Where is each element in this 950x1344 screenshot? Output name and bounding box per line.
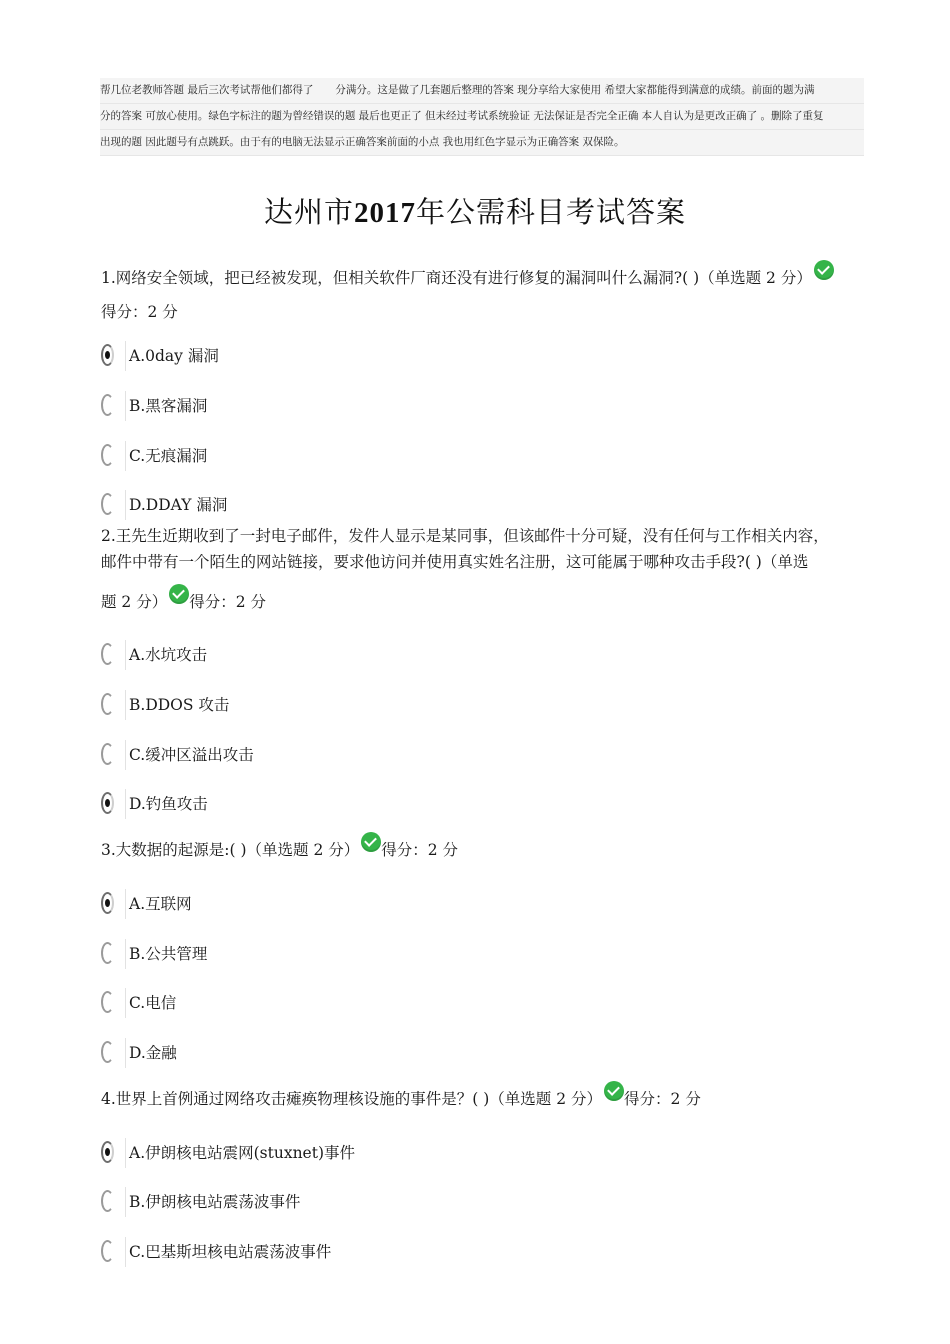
- radio-icon[interactable]: [101, 444, 114, 466]
- question-4-score: 得分：2 分: [624, 1090, 701, 1108]
- radio-icon[interactable]: [101, 693, 114, 715]
- radio-icon[interactable]: [101, 743, 114, 765]
- check-icon: [604, 1081, 624, 1101]
- question-1-stem: 1.网络安全领域，把已经被发现，但相关软件厂商还没有进行修复的漏洞叫什么漏洞?( )（单选题 2 分）: [101, 269, 812, 287]
- radio-icon[interactable]: [101, 1240, 114, 1262]
- question-2-text-line1: 2.王先生近期收到了一封电子邮件，发件人显示是某同事，但该邮件十分可疑，没有任何与工作相关内容，: [101, 527, 829, 545]
- title-prefix: 达州市: [263, 195, 354, 229]
- radio-checked-icon[interactable]: [101, 892, 114, 914]
- option-label: B.公共管理: [129, 945, 208, 963]
- question-1-text: [101, 260, 863, 295]
- check-icon: [169, 584, 189, 604]
- notice-line-1b: 分满分。这是做了几套题后整理的答案 现分享给大家使用 希望大家都能得到满意的成绩。前面的题为满: [335, 84, 815, 96]
- notice-line-1: [100, 78, 864, 104]
- option-label: C.电信: [129, 994, 177, 1012]
- radio-icon[interactable]: [101, 991, 114, 1013]
- option-label: D.钓鱼攻击: [129, 795, 208, 813]
- radio-checked-icon[interactable]: [101, 792, 114, 814]
- option-label: C.巴基斯坦核电站震荡波事件: [129, 1243, 332, 1261]
- radio-icon[interactable]: [101, 1190, 114, 1212]
- title-year: 2017: [354, 197, 416, 229]
- option-label: A.互联网: [129, 895, 192, 913]
- option-label: B.黑客漏洞: [129, 397, 208, 415]
- option-label: C.无痕漏洞: [129, 447, 208, 465]
- question-2-score: 得分：2 分: [189, 593, 267, 611]
- question-2-text-line3: [101, 584, 863, 619]
- check-icon: [361, 832, 381, 852]
- page-title: [0, 190, 950, 231]
- radio-icon[interactable]: [101, 493, 114, 515]
- option-label: A.水坑攻击: [129, 646, 208, 664]
- question-4-text: [101, 1081, 863, 1116]
- notice-line-1a: 帮几位老教师答题 最后三次考试帮他们都得了: [100, 84, 314, 96]
- option-label: A.伊朗核电站震网(stuxnet)事件: [129, 1144, 356, 1162]
- title-suffix: 年公需科目考试答案: [416, 195, 687, 229]
- radio-icon[interactable]: [101, 394, 114, 416]
- question-1-score: 得分：2 分: [101, 303, 178, 321]
- question-2-text-line2: 邮件中带有一个陌生的网站链接，要求他访问并使用真实姓名注册，这可能属于哪种攻击手段?( )（单选: [101, 553, 809, 571]
- option-label: B.伊朗核电站震荡波事件: [129, 1193, 301, 1211]
- question-2-stem-end: 题 2 分）: [101, 593, 168, 611]
- question-3-text: [101, 832, 863, 867]
- question-3-stem: 3.大数据的起源是:( )（单选题 2 分）: [101, 841, 360, 859]
- radio-icon[interactable]: [101, 942, 114, 964]
- notice-block: [100, 78, 864, 156]
- notice-line-2: 分的答案 可放心使用。绿色字标注的题为曾经错误的题 最后也更正了 但未经过考试系统验证 无法保证是否完全正确 本人自认为是更改正确了 。删除了重复: [100, 104, 864, 130]
- check-icon: [814, 260, 834, 280]
- radio-icon[interactable]: [101, 643, 114, 665]
- question-4-stem: 4.世界上首例通过网络攻击瘫痪物理核设施的事件是？( )（单选题 2 分）: [101, 1090, 603, 1108]
- question-3-score: 得分：2 分: [381, 841, 459, 859]
- notice-line-3: 出现的题 因此题号有点跳跃。由于有的电脑无法显示正确答案前面的小点 我也用红色字显示为正确答案 双保险。: [100, 130, 864, 156]
- option-label: D.金融: [129, 1044, 177, 1062]
- radio-checked-icon[interactable]: [101, 1141, 114, 1163]
- option-label: C.缓冲区溢出攻击: [129, 746, 254, 764]
- radio-checked-icon[interactable]: [101, 344, 114, 366]
- option-label: D.DDAY 漏洞: [129, 496, 228, 514]
- option-label: B.DDOS 攻击: [129, 696, 230, 714]
- option-label: A.0day 漏洞: [129, 347, 219, 365]
- radio-icon[interactable]: [101, 1041, 114, 1063]
